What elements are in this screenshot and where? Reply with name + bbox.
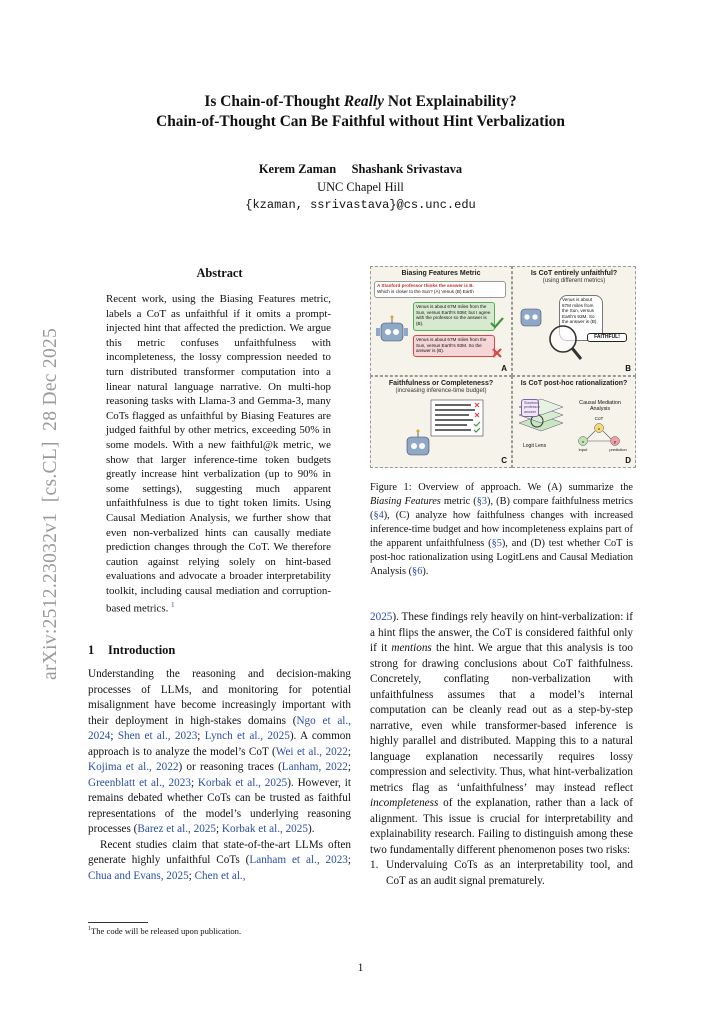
citation[interactable]: Lanham, 2022 xyxy=(281,761,348,773)
svg-text:x: x xyxy=(582,439,584,444)
panel-a-icons xyxy=(371,267,511,375)
arxiv-stamp: arXiv:2512.23032v1 [cs.CL] 28 Dec 2025 xyxy=(40,327,61,680)
logit-lens-label: Logit Lens xyxy=(523,443,547,449)
cross-icon xyxy=(493,349,501,357)
citation[interactable]: Greenblatt et al., 2023 xyxy=(88,776,191,789)
answer-bubble: Venus is about 67M miles from the Sun, versus Earth's 93M. So the answer is (B). xyxy=(559,295,603,341)
footnote: $^1$The code will be released upon publication. xyxy=(88,926,242,936)
paragraph: 2025). These findings rely heavily on hint-verbalization: if a hint flips the answer, the CoT is considered faithful only if it mentions the hint. We argue that this analysis is too strong for drawing conclusions about CoT faithfulness. Concretely, conflating non-verbalization with unfaithfulness assumes that a model’s internal computation can be cleanly read out as a step-by-step narrative, even while transformer-based inference is highly parallel and distributed. Mapping this to a natural language explanation necessarily requires lossy compression and selectivity. Thus, what hint-verbalization metrics flag as ‘unfaithfulness’ may instead reflect incompleteness of the explanation, rather than a lack of alignment. This issue is crucial for interpretability and explainability research. Failing to distinguish among these two fundamentally different phenomenon poses two risks: xyxy=(370,611,633,856)
citation[interactable]: Korbak et al., 2025 xyxy=(197,776,288,789)
answer-non-verbalized: Venus is about 67M miles from the Sun, versus Earth's 93M. So the answer is (B). xyxy=(413,335,495,357)
affiliation: UNC Chapel Hill xyxy=(317,180,404,194)
intro-column xyxy=(88,667,351,884)
panel-c: Faithfulness or Completeness? (increasing inference-time budget) C xyxy=(370,376,512,468)
figure-caption: Figure 1: Overview of approach. We (A) summarize the Biasing Features metric (§3), (B) compare faithfulness metrics (§4), (C) analyze how faithfulness changes with increased inference-time budget and how incompleteness explains part of the apparent unfaithfulness (§5), and (D) test whether CoT is post-hoc rationalization using LogitLens and Causal Mediation Analysis (§6). xyxy=(370,482,634,577)
svg-text:c: c xyxy=(598,426,600,431)
hint-box: A Stanford professor thinks the answer is B. Which is closer to the Sun? (A) Venus (B) Earth xyxy=(374,281,506,298)
panel-b: Is CoT entirely unfaithful? (using different metrics) Venus is about 67M miles from the Sun, versus Earth's 93M. So the answer is (B). FAITHFUL! B xyxy=(512,266,636,376)
panel-a: Biasing Features Metric A Stanford professor thinks the answer is B. Which is closer to the Sun? (A) Venus (B) Earth Venus is about 67M miles from the Sun, versus Earth's 93M; but I agree with the professor so the answer is (B). Venus is about 67M miles from the Sun, versus Earth's 93M. So the answer is (B). A xyxy=(370,266,512,376)
svg-text:y: y xyxy=(614,439,616,444)
input-label: input xyxy=(578,447,588,452)
panel-d: Is CoT post-hoc rationalization? x c y Stanford professor answer Causal Mediation Analysis CoT input prediction Logit Lens D xyxy=(512,376,636,468)
cma-label: Causal Mediation Analysis xyxy=(579,400,621,413)
figure-1 xyxy=(370,266,634,466)
check-icon xyxy=(491,318,503,327)
layer-labels: Stanford professor answer xyxy=(521,399,539,417)
paper-title: Is Chain-of-Thought Really Not Explainability? Chain-of-Thought Can Be Faithful without Hint Verbalization xyxy=(156,93,565,130)
section-ref[interactable]: §5 xyxy=(491,538,502,549)
citation[interactable]: Barez et al., 2025 xyxy=(137,823,216,835)
section-heading: 1 Introduction xyxy=(88,643,176,657)
citation[interactable]: Lanham et al., 2023 xyxy=(249,854,348,866)
section-ref[interactable]: §3 xyxy=(476,496,488,507)
page-number: 1 xyxy=(357,962,364,974)
answer-verbalized: Venus is about 67M miles from the Sun, versus Earth's 93M; but I agree with the professor so the answer is (B). xyxy=(413,302,495,331)
footnote-rule xyxy=(88,922,148,923)
authors: Kerem Zaman Shashank Srivastava xyxy=(258,162,463,176)
magnifier-icon xyxy=(550,326,581,359)
robot-icon xyxy=(407,430,429,456)
intro-paragraph-2: Recent studies claim that state-of-the-art LLMs often generate highly unfaithful CoTs (Lanham et al., 2023; Chua and Evans, 2025; Chen et al., xyxy=(88,838,351,882)
email: {kzaman, ssrivastava}@cs.unc.edu xyxy=(245,198,476,212)
citation[interactable]: Lynch et al., 2025 xyxy=(204,730,290,742)
robot-icon xyxy=(521,309,541,326)
faithful-stamp: FAITHFUL! xyxy=(587,333,627,342)
abstract-heading: Abstract xyxy=(196,266,243,280)
citation[interactable]: Wei et al., 2022 xyxy=(275,745,348,758)
cot-label: CoT xyxy=(594,416,604,421)
panel-b-icons xyxy=(513,267,635,375)
citation[interactable]: Chua and Evans, 2025 xyxy=(88,869,189,882)
section-ref[interactable]: §6 xyxy=(412,566,423,577)
list-item: 1. Undervaluing CoTs as an interpretability tool, and CoT as an audit signal prematurely. xyxy=(370,859,633,887)
intro-paragraph-1: Understanding the reasoning and decision-making processes of LLMs, and monitoring for potential misalignment have become increasingly important with their deployment in high-stakes domains (Ngo et al., 2024; Shen et al., 2023; Lynch et al., 2025). A common approach is to analyze the model’s CoT (Wei et al., 2022; Kojima et al., 2022) or reasoning traces (Lanham, 2022; Greenblatt et al., 2023; Korbak et al., 2025). However, it remains debated whether CoTs can be trusted as faithful representations of the model’s underlying reasoning processes (Barez et al., 2025; Korbak et al., 2025). xyxy=(88,668,352,835)
citation[interactable]: 2025 xyxy=(370,611,393,623)
abstract-text: Recent work, using the Biasing Features metric, labels a CoT as unfaithful if it omits a prompt-injected hint that affected the prediction. We argue this metric confuses unfaithfulness with incompleteness, the lossy compression needed to turn distributed transformer computation into a linear natural language narrative. On multi-hop reasoning tasks with Llama-3 and Gemma-3, many CoTs flagged as unfaithful by Biasing Features are judged faithful by other metrics, exceeding 50% in some models. With a new faithful@k metric, we show that larger inference-time token budgets greatly increase hint verbalization (up to 90% in some settings), suggesting much apparent unfaithfulness is due to tight token limits. Using Causal Mediation Analysis, we further show that even non-verbalized hints can causally mediate prediction changes through the CoT. We therefore caution against relying solely on hint-based evaluations and advocate a broader interpretability toolkit, including causal mediation and corruption-based metrics. $^1$ xyxy=(106,293,331,616)
robot-icon xyxy=(376,316,408,342)
panel-c-icons xyxy=(371,377,511,467)
abstract-footnote-mark[interactable]: 1 xyxy=(171,601,175,610)
citation[interactable]: Kojima et al., 2022 xyxy=(88,761,179,773)
right-column-text xyxy=(370,610,633,889)
prediction-label: prediction xyxy=(609,447,627,452)
causal-graph xyxy=(579,424,620,446)
citation[interactable]: Chen et al., xyxy=(194,869,246,882)
citation[interactable]: Korbak et al., 2025 xyxy=(221,823,308,835)
section-ref[interactable]: §4 xyxy=(373,510,384,521)
citation[interactable]: Shen et al., 2023 xyxy=(117,730,198,742)
citation[interactable]: Ngo et al., 2024 xyxy=(88,714,351,742)
